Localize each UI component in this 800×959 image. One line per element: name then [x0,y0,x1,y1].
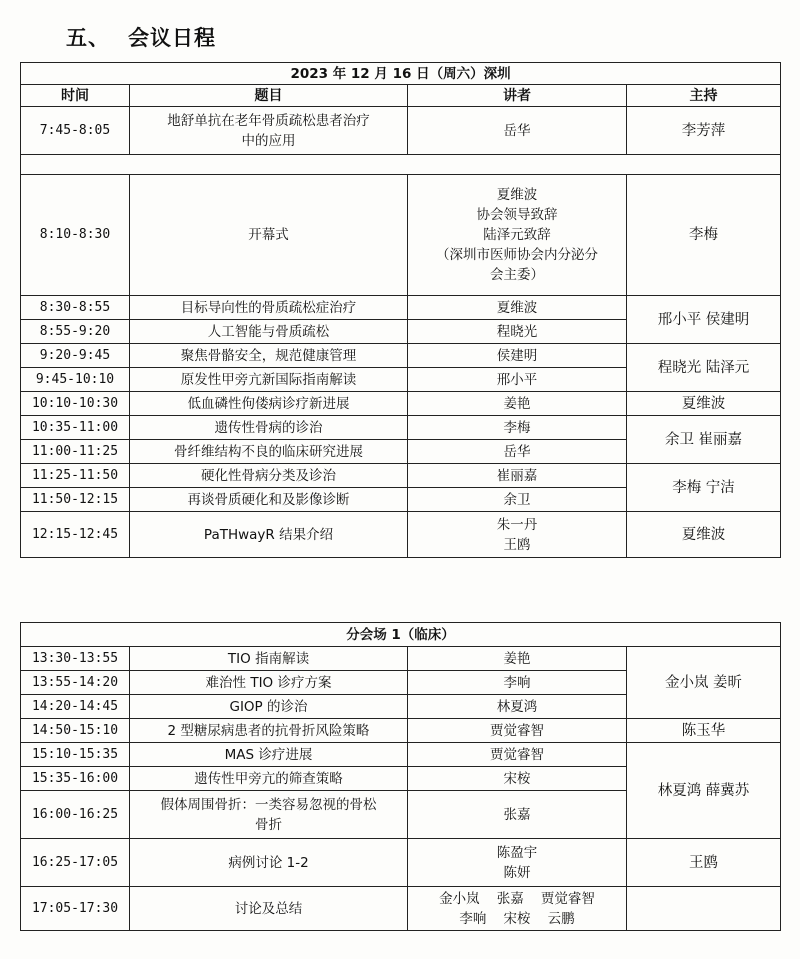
speaker-cell: 朱一丹 王鸥 [408,512,627,558]
time-cell: 7:45-8:05 [21,107,130,155]
host-cell: 余卫 崔丽嘉 [627,416,781,464]
day-title-row [21,63,781,85]
speaker-cell: 崔丽嘉 [408,464,627,488]
time-cell: 15:10-15:35 [21,743,130,767]
spacer-row [21,155,781,175]
table-row [21,175,781,296]
table-row [21,719,781,743]
table-row [21,887,781,931]
host-cell: 王鸥 [627,839,781,887]
host-cell: 陈玉华 [627,719,781,743]
host-cell: 邢小平 侯建明 [627,296,781,344]
topic-cell: 硬化性骨病分类及诊治 [130,464,408,488]
speaker-cell: 林夏鸿 [408,695,627,719]
column-header-topic: 题目 [130,85,408,107]
speaker-cell: 程晓光 [408,320,627,344]
speaker-cell: 贾觉睿智 [408,743,627,767]
session-schedule-table [20,622,781,931]
topic-cell: 骨纤维结构不良的临床研究进展 [130,440,408,464]
topic-cell: 遗传性骨病的诊治 [130,416,408,440]
speaker-cell: 姜艳 [408,647,627,671]
speaker-cell: 岳华 [408,107,627,155]
time-cell: 13:30-13:55 [21,647,130,671]
speaker-cell: 张嘉 [408,791,627,839]
column-header-time: 时间 [21,85,130,107]
time-cell: 8:55-9:20 [21,320,130,344]
header-row [21,85,781,107]
speaker-cell: 夏维波 [408,296,627,320]
table-row [21,839,781,887]
table-row [21,296,781,320]
time-cell: 11:25-11:50 [21,464,130,488]
time-cell: 15:35-16:00 [21,767,130,791]
time-cell: 8:30-8:55 [21,296,130,320]
topic-cell: 地舒单抗在老年骨质疏松患者治疗 中的应用 [130,107,408,155]
host-cell: 金小岚 姜昕 [627,647,781,719]
topic-cell: 开幕式 [130,175,408,296]
topic-cell: 人工智能与骨质疏松 [130,320,408,344]
topic-cell: GIOP 的诊治 [130,695,408,719]
speaker-cell: 邢小平 [408,368,627,392]
host-cell: 李梅 宁洁 [627,464,781,512]
table-row [21,647,781,671]
host-cell: 林夏鸿 薛冀苏 [627,743,781,839]
time-cell: 14:50-15:10 [21,719,130,743]
time-cell: 9:45-10:10 [21,368,130,392]
table-row [21,512,781,558]
host-cell [627,887,781,931]
speaker-cell: 李响 [408,671,627,695]
day-schedule-table [20,62,781,558]
time-cell: 10:10-10:30 [21,392,130,416]
section-heading [66,22,216,52]
session-title: 分会场 1（临床） [21,623,781,647]
speaker-cell: 夏维波 协会领导致辞 陆泽元致辞 （深圳市医师协会内分泌分 会主委） [408,175,627,296]
topic-cell: 病例讨论 1-2 [130,839,408,887]
time-cell: 11:50-12:15 [21,488,130,512]
host-cell: 夏维波 [627,392,781,416]
time-cell: 17:05-17:30 [21,887,130,931]
topic-cell: 讨论及总结 [130,887,408,931]
table-row [21,344,781,368]
topic-cell: 遗传性甲旁亢的筛查策略 [130,767,408,791]
speaker-cell: 陈盈宇 陈妍 [408,839,627,887]
time-cell: 13:55-14:20 [21,671,130,695]
host-cell: 李芳萍 [627,107,781,155]
speaker-cell: 贾觉睿智 [408,719,627,743]
speaker-cell: 宋桉 [408,767,627,791]
topic-cell: TIO 指南解读 [130,647,408,671]
speaker-cell: 姜艳 [408,392,627,416]
table-row [21,743,781,767]
topic-cell: 原发性甲旁亢新国际指南解读 [130,368,408,392]
topic-cell: 难治性 TIO 诊疗方案 [130,671,408,695]
speaker-cell: 余卫 [408,488,627,512]
speaker-cell: 侯建明 [408,344,627,368]
time-cell: 16:00-16:25 [21,791,130,839]
speaker-cell: 李梅 [408,416,627,440]
table-row [21,107,781,155]
day-title: 2023 年 12 月 16 日（周六）深圳 [21,63,781,85]
section-number: 五、 [66,26,110,50]
host-cell: 程晓光 陆泽元 [627,344,781,392]
topic-cell: 2 型糖尿病患者的抗骨折风险策略 [130,719,408,743]
host-cell: 李梅 [627,175,781,296]
time-cell: 12:15-12:45 [21,512,130,558]
time-cell: 16:25-17:05 [21,839,130,887]
column-header-speaker: 讲者 [408,85,627,107]
topic-cell: 再谈骨质硬化和及影像诊断 [130,488,408,512]
time-cell: 14:20-14:45 [21,695,130,719]
session-title-row [21,623,781,647]
time-cell: 8:10-8:30 [21,175,130,296]
section-title: 会议日程 [128,26,216,50]
topic-cell: 低血磷性佝偻病诊疗新进展 [130,392,408,416]
time-cell: 10:35-11:00 [21,416,130,440]
table-row [21,464,781,488]
topic-cell: MAS 诊疗进展 [130,743,408,767]
topic-cell: 目标导向性的骨质疏松症治疗 [130,296,408,320]
topic-cell: 聚焦骨骼安全，规范健康管理 [130,344,408,368]
table-row [21,392,781,416]
time-cell: 11:00-11:25 [21,440,130,464]
topic-cell: 假体周围骨折：一类容易忽视的骨松 骨折 [130,791,408,839]
table-row [21,416,781,440]
time-cell: 9:20-9:45 [21,344,130,368]
speaker-cell: 岳华 [408,440,627,464]
host-cell: 夏维波 [627,512,781,558]
topic-cell: PaTHwayR 结果介绍 [130,512,408,558]
column-header-host: 主持 [627,85,781,107]
speaker-cell: 金小岚 张嘉 贾觉睿智 李响 宋桉 云鹏 [408,887,627,931]
